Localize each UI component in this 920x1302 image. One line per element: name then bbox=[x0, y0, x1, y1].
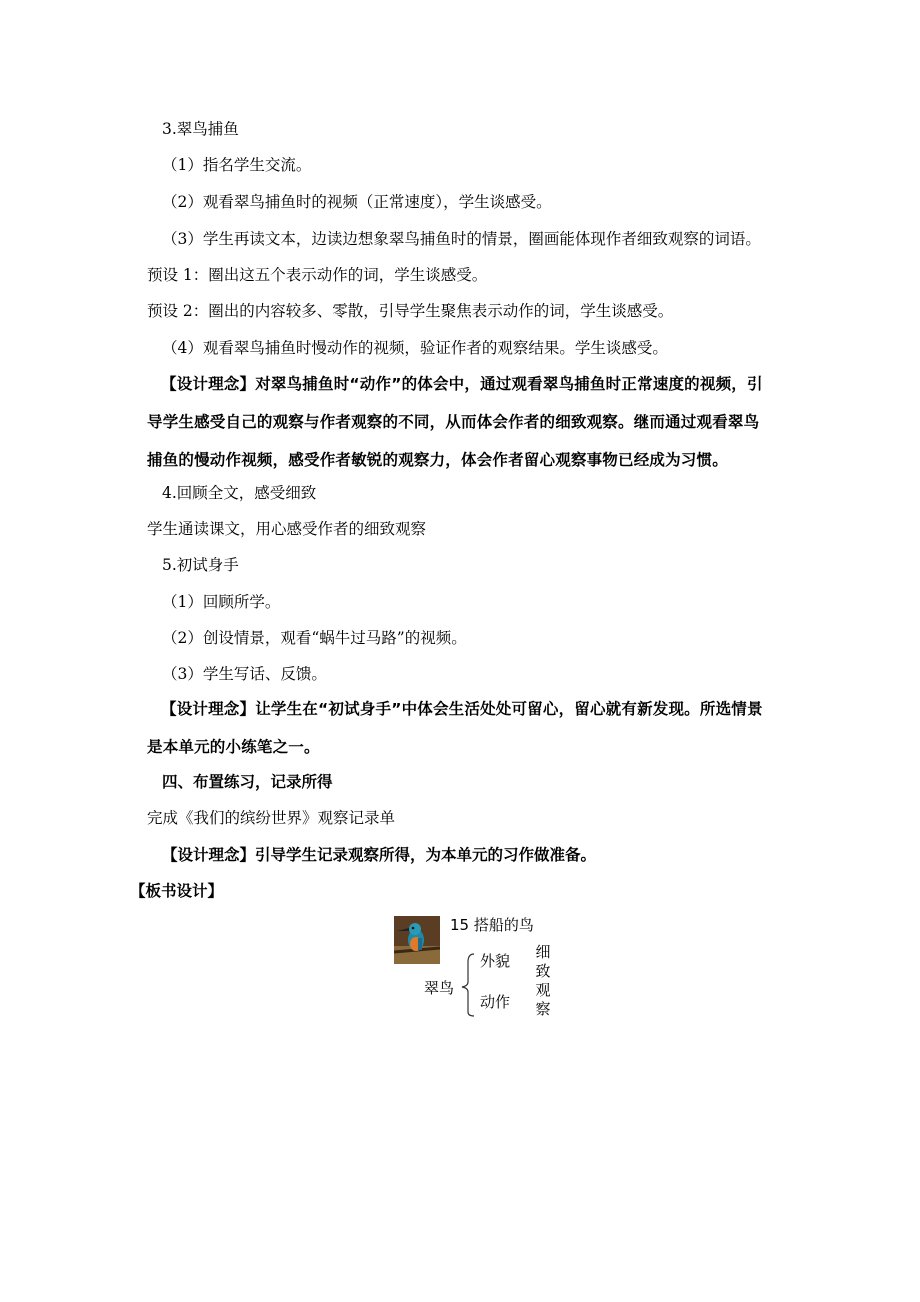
board-branch-appearance: 外貌 bbox=[480, 952, 511, 970]
board-branch-action: 动作 bbox=[480, 993, 511, 1011]
section5-item-3: （3）学生写话、反馈。 bbox=[162, 665, 327, 683]
kingfisher-photo-icon bbox=[394, 916, 440, 964]
section3-item-1: （1）指名学生交流。 bbox=[162, 156, 312, 174]
section4-heading: 4.回顾全文，感受细致 bbox=[162, 484, 317, 502]
part4-heading: 四、布置练习，记录所得 bbox=[162, 773, 333, 791]
board-subject: 翠鸟 bbox=[424, 979, 455, 997]
part4-text: 完成《我们的缤纷世界》观察记录单 bbox=[147, 809, 396, 827]
board-title: 15 搭船的鸟 bbox=[450, 916, 534, 934]
section4-text: 学生通读课文，用心感受作者的细致观察 bbox=[147, 520, 427, 538]
section5-item-1: （1）回顾所学。 bbox=[162, 593, 281, 611]
section5-item-2: （2）创设情景，观看“蜗牛过马路”的视频。 bbox=[162, 629, 467, 647]
vertical-char: 察 bbox=[535, 1000, 551, 1018]
section3-item-4: （4）观看翠鸟捕鱼时慢动作的视频，验证作者的观察结果。学生谈感受。 bbox=[162, 339, 668, 357]
brace-icon bbox=[458, 950, 478, 1020]
board-heading: 【板书设计】 bbox=[130, 882, 224, 900]
vertical-char: 细 bbox=[535, 943, 551, 961]
section5-design-note: 【设计理念】让学生在“初试身手”中体会生活处处可留心，留心就有新发现。所选情景是本单元的小练笔之一。 bbox=[147, 700, 763, 756]
board-diagram bbox=[394, 912, 574, 1032]
section5-heading: 5.初试身手 bbox=[162, 556, 239, 574]
section3-item-3: （3）学生再读文本，边读边想象翠鸟捕鱼时的情景，圈画能体现作者细致观察的词语。 bbox=[162, 230, 761, 248]
board-vertical-text bbox=[534, 943, 552, 1019]
section3-preset-1: 预设 1：圈出这五个表示动作的词，学生谈感受。 bbox=[147, 266, 488, 284]
section3-heading: 3.翠鸟捕鱼 bbox=[162, 120, 239, 138]
vertical-char: 致 bbox=[535, 962, 551, 980]
vertical-char: 观 bbox=[535, 981, 551, 999]
section3-design-note: 【设计理念】对翠鸟捕鱼时“动作”的体会中，通过观看翠鸟捕鱼时正常速度的视频，引导学生感受自己的观察与作者观察的不同，从而体会作者的细致观察。继而通过观看翠鸟捕鱼的慢动作视频，感受作者敏锐的观察力，体会作者留心观察事物已经成为习惯。 bbox=[147, 375, 763, 469]
section3-item-2: （2）观看翠鸟捕鱼时的视频（正常速度），学生谈感受。 bbox=[162, 193, 552, 211]
part4-design-note: 【设计理念】引导学生记录观察所得，为本单元的习作做准备。 bbox=[162, 846, 597, 864]
kingfisher-image bbox=[394, 916, 440, 964]
section3-preset-2: 预设 2：圈出的内容较多、零散，引导学生聚焦表示动作的词，学生谈感受。 bbox=[147, 302, 674, 320]
